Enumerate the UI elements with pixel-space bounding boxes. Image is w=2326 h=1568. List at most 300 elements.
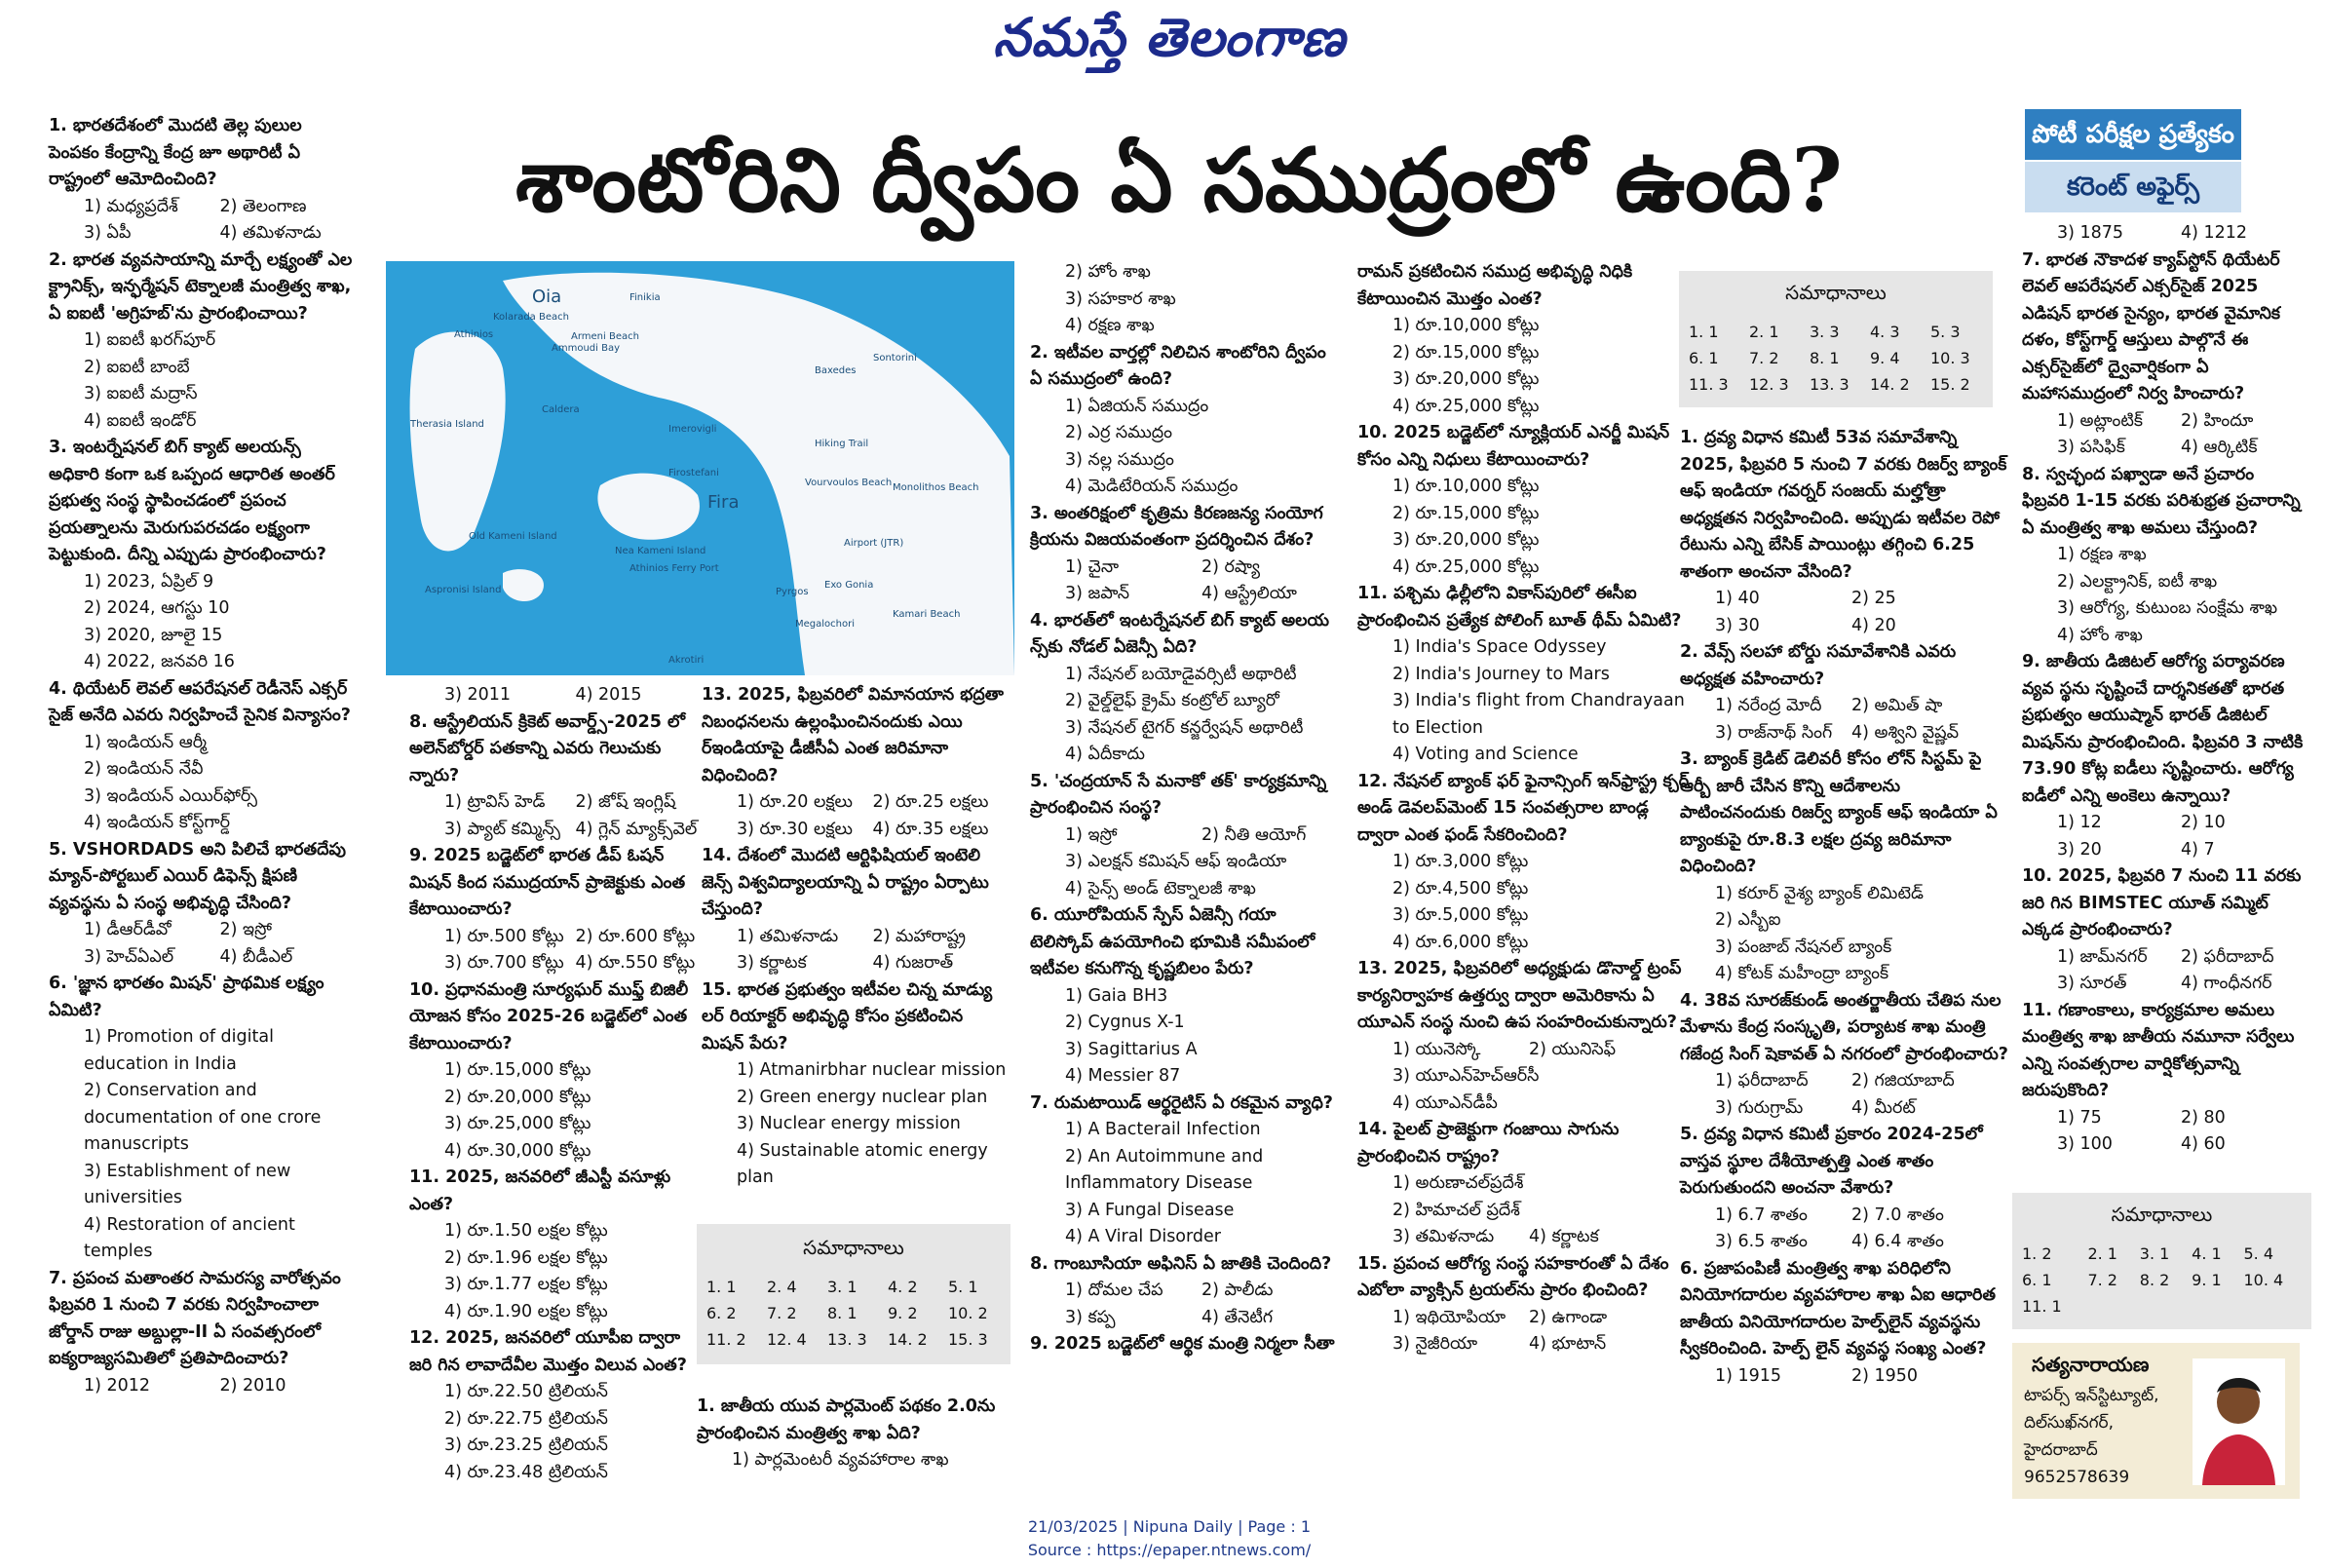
answers-table bbox=[1685, 319, 1987, 398]
option: 1) రూ.22.50 ట్రిలియన్ bbox=[444, 1382, 608, 1401]
option: 2) రూ.15,000 కోట్లు bbox=[1392, 503, 1540, 523]
answer-cell bbox=[2136, 1293, 2188, 1319]
option: 1) ఏజియన్ సముద్రం bbox=[1065, 396, 1209, 416]
map-label: Armeni Beach bbox=[571, 331, 639, 342]
question-text: 4. భారత్‌లో ఇంటర్నేషనల్ బిగ్ క్యాట్ అలయ న్స్‌కు నోడల్ ఏజెన్సీ ఏది? bbox=[1030, 610, 1330, 657]
option-row bbox=[702, 789, 1009, 817]
answer-cell: 8. 1 bbox=[827, 1304, 858, 1322]
option: 3) కప్ప bbox=[1065, 1307, 1116, 1327]
option: 1) Gaia BH3 bbox=[1065, 985, 1168, 1006]
option: 2) 2010 bbox=[219, 1375, 286, 1396]
option: 2) ఎర్ర సముద్రం bbox=[1065, 423, 1172, 442]
option: 1) మధ్యప్రదేశ్ bbox=[84, 196, 178, 216]
author-box bbox=[2012, 1343, 2300, 1499]
option-row bbox=[1357, 1037, 1692, 1064]
option: 1) 1915 bbox=[1715, 1365, 1782, 1386]
option: 2) 7.0 శాతం bbox=[1851, 1205, 1944, 1225]
option-row bbox=[2022, 1105, 2305, 1132]
answers-row bbox=[1685, 371, 1987, 398]
question-text: 7. ప్రపంచ మతాంతర సామరస్య వారోత్సవం ఫిబ్రవరి 1 నుంచి 7 వరకు నిర్వహించాలా జోర్డాన్ రాజు అబ్దుల్లా-II ఏ సంవత్సరంలో ఐక్యరాజ్యసమితిలో ప్రతిపాదించారు? bbox=[49, 1268, 341, 1368]
question-text: 1. ద్రవ్య విధాన కమిటీ 53వ సమావేశాన్ని 2025, ఫిబ్రవరి 5 నుంచి 7 వరకు రిజర్వ్ బ్యాంక్ ఆఫ్ ఇండియా గవర్నర్ సంజయ్ మల్హోత్రా అధ్యక్షతన నిర్వహించింది. అప్పుడు ఇటీవల రెపో రేటును ఎన్ని బేసిక్ పాయింట్లు తగ్గించి 6.25 శాతంగా అంచనా వేసింది? bbox=[1680, 428, 2007, 582]
answer-cell bbox=[2083, 1293, 2135, 1319]
answer-cell: 5. 1 bbox=[948, 1278, 978, 1296]
section-label-bottom: కరెంట్ అఫైర్స్ bbox=[2025, 162, 2241, 212]
option: 4) యూఎన్‌డీపీ bbox=[1392, 1092, 1498, 1113]
option-row bbox=[409, 682, 706, 709]
option: 2) రూ.15,000 కోట్లు bbox=[1392, 342, 1540, 363]
option: 2) హిందూ bbox=[2181, 410, 2254, 431]
answer-cell: 8. 2 bbox=[2139, 1271, 2170, 1289]
answers-row bbox=[703, 1300, 1005, 1326]
answer-cell bbox=[2239, 1293, 2306, 1319]
option: 2) ఇండియన్ నేవీ bbox=[84, 759, 204, 779]
question-text: 8. ఆస్ట్రేలియన్ క్రికెట్ అవార్డ్స్-2025 లో అలెన్‌బోర్డర్ పతకాన్ని ఎవరు గెలుచుకు న్నారు? bbox=[409, 711, 686, 785]
answer-cell: 1. 1 bbox=[1689, 323, 1719, 341]
answer-cell: 12. 3 bbox=[1749, 375, 1789, 394]
option: 2) An Autoimmune and Inflammatory Disease bbox=[1065, 1146, 1264, 1193]
section-label-top: పోటీ పరీక్షల ప్రత్యేకం bbox=[2025, 109, 2241, 160]
option: 1) 6.7 శాతం bbox=[1715, 1205, 1808, 1225]
answer-cell: 11. 3 bbox=[1689, 375, 1729, 394]
map-label: Exo Gonia bbox=[824, 580, 874, 591]
option: 3) India's flight from Chandrayaan to Election bbox=[1392, 691, 1685, 738]
map-label: Baxedes bbox=[815, 365, 857, 376]
option: 3) 20 bbox=[2057, 839, 2102, 860]
option: 3) రూ.20,000 కోట్లు bbox=[1392, 369, 1540, 389]
option: 1) రూ.1.50 లక్షల కోట్లు bbox=[444, 1221, 608, 1241]
option: 3) Sagittarius A bbox=[1065, 1039, 1198, 1059]
option: 3) పంజాబ్ నేషనల్ బ్యాంక్ bbox=[1715, 937, 1892, 957]
option: 2) తెలంగాణ bbox=[219, 196, 307, 216]
question-text: 3. బ్యాంక్ క్రెడిట్ డెలివరీ కోసం లోన్ సిస్టమ్ పై ఆర్బీ జారీ చేసిన కొన్ని ఆదేశాలను పాటించనందుకు రిజర్వ్ బ్యాంక్ ఆఫ్ ఇండియా ఏ బ్యాంకుపై రూ.8.3 లక్షల ద్రవ్య జరిమానా విధించింది? bbox=[1680, 749, 1998, 876]
answer-cell bbox=[2188, 1293, 2239, 1319]
answer-cell: 9. 4 bbox=[1870, 349, 1900, 367]
option-row bbox=[2022, 435, 2305, 462]
option: 1) 2012 bbox=[84, 1375, 151, 1396]
question-text: 9. 2025 బడ్జెట్‌లో ఆర్థిక మంత్రి నిర్మలా సీతా bbox=[1030, 1334, 1335, 1354]
question-text: 8. స్వచ్ఛంద పఖ్వాడా అనే ప్రచారం ఫిబ్రవరి 1-15 వరకు పరిశుభ్రత ప్రచారాన్ని ఏ మంత్రిత్వ శాఖ అమలు చేస్తుంది? bbox=[2022, 464, 2301, 538]
option: 1) పార్లమెంటరీ వ్యవహారాల శాఖ bbox=[732, 1450, 949, 1470]
option-row bbox=[1680, 1229, 2011, 1256]
option-row bbox=[1357, 1224, 1692, 1251]
option: 1) రూ.10,000 కోట్లు bbox=[1392, 477, 1540, 496]
question-text: 15. భారత ప్రభుత్వం ఇటీవల చిన్న మాడ్యు లర్ రియాక్టర్ అభివృద్ధి కోసం ప్రకటించిన మిషన్ పేరు? bbox=[702, 979, 993, 1053]
question-text: 2. వేవ్స్ సలహా బోర్డు సమావేశానికి ఎవరు అధ్యక్షత వహించారు? bbox=[1680, 642, 1957, 689]
option: 4) 2015 bbox=[575, 685, 642, 705]
answer-cell: 5. 4 bbox=[2243, 1244, 2274, 1263]
option: 4) భూటాన్ bbox=[1529, 1334, 1607, 1354]
option: 2) 10 bbox=[2181, 813, 2226, 832]
column-3 bbox=[702, 682, 1009, 1192]
option: 2) రూ.600 కోట్లు bbox=[575, 926, 696, 946]
answer-cell: 9. 2 bbox=[888, 1304, 918, 1322]
option: 1) ఫరీదాబాద్ bbox=[1715, 1071, 1809, 1090]
option: 3) 2020, జూలై 15 bbox=[84, 625, 223, 645]
question-text: 7. భారత నౌకాదళ క్యాప్‌స్టోన్ థియేటర్ లెవల్ ఆపరేషనల్ ఎక్సర్‌సైజ్ 2025 ఎడిషన్ భారత సైన్యం, భారత వైమానిక దళం, కోస్ట్‌గార్డ్ ఆస్తులు పాల్గొనే ఈ ఎక్సర్‌సైజ్‌లో ద్వైవార్షికంగా ఏ మహాసముద్రంలో నిర్వ హించారు? bbox=[2022, 249, 2281, 403]
option: 4) రూ.23.48 ట్రిలియన్ bbox=[444, 1462, 608, 1482]
map-label: Therasia Island bbox=[410, 419, 484, 430]
option-row bbox=[49, 917, 356, 944]
option: 1) రూ.15,000 కోట్లు bbox=[444, 1060, 591, 1080]
question-text: 2. ఇటీవల వార్తల్లో నిలిచిన శాంటోరిని ద్వీపం ఏ సముద్రంలో ఉంది? bbox=[1030, 342, 1326, 389]
answer-cell: 13. 3 bbox=[827, 1330, 867, 1349]
footer-source-line: Source : https://epaper.ntnews.com/ bbox=[1027, 1541, 1312, 1559]
option-row bbox=[2022, 971, 2305, 998]
option: 3) రూ.23.25 ట్రిలియన్ bbox=[444, 1435, 608, 1455]
option-row bbox=[1680, 613, 2011, 640]
question-text: 12. నేషనల్ బ్యాంక్ ఫర్ ఫైనాన్సింగ్ ఇన్‌ఫ్రాస్ట్ర క్చర్ అండ్ డెవలప్‌మెంట్ 15 సంవత్సరాల బాండ్ల ద్వారా ఎంత ఫండ్ సేకరించింది? bbox=[1357, 771, 1690, 845]
option: 2) యునిసెఫ్ bbox=[1529, 1039, 1617, 1059]
option: 3) జపాన్ bbox=[1065, 584, 1130, 603]
option-row bbox=[49, 944, 356, 972]
option: 1) జామ్‌నగర్ bbox=[2057, 946, 2148, 967]
option: 1) నరేంద్ర మోదీ bbox=[1715, 696, 1822, 715]
option-row bbox=[1030, 581, 1340, 608]
answers-heading: సమాధానాలు bbox=[2111, 1203, 2213, 1226]
option: 4) గుజరాత్ bbox=[872, 953, 954, 973]
option: 1) రూ.10,000 కోట్లు bbox=[1392, 316, 1540, 335]
option: 2) రష్యా bbox=[1201, 556, 1260, 577]
option: 3) 6.5 శాతం bbox=[1715, 1232, 1808, 1251]
footer-date-line: 21/03/2025 | Nipuna Daily | Page : 1 bbox=[1027, 1517, 1312, 1536]
option: 2) ఎస్బీఐ bbox=[1715, 910, 1781, 930]
option: 4) ఆస్ట్రేలియా bbox=[1201, 584, 1297, 603]
option: 1) ఇస్రో bbox=[1065, 824, 1118, 845]
answers-row bbox=[1685, 345, 1987, 371]
option-row bbox=[49, 220, 356, 248]
option: 2) 1950 bbox=[1851, 1365, 1919, 1386]
question-text: 10. ప్రధానమంత్రి సూర్యఘర్ ముఫ్త్ బిజిలీ యోజన కోసం 2025-26 బడ్జెట్‌లో ఎంత కేటాయించారు? bbox=[409, 979, 689, 1053]
option: 2) గజియాబాద్ bbox=[1851, 1071, 1955, 1090]
question-text: 4. థియేటర్ లెవల్ ఆపరేషనల్ రెడీనెస్ ఎక్సర్ సైజ్ అనేది ఎవరు నిర్వహించే సైనిక విన్యాసం? bbox=[49, 678, 351, 725]
option-row bbox=[1030, 1278, 1340, 1305]
option: 2) ఇస్రో bbox=[219, 920, 272, 939]
option-row bbox=[702, 950, 1009, 977]
footer bbox=[877, 1515, 1462, 1562]
option-row bbox=[409, 789, 706, 817]
answer-cell: 14. 2 bbox=[1870, 375, 1910, 394]
map-label: Megalochori bbox=[795, 619, 855, 630]
answer-cell: 13. 3 bbox=[1810, 375, 1849, 394]
author-city: హైదరాబాద్ bbox=[2024, 1440, 2098, 1460]
option: 4) కర్ణాటక bbox=[1529, 1227, 1599, 1246]
question-text: 3. ఇంటర్నేషనల్ బిగ్ క్యాట్ అలయన్స్ అధికారి కంగా ఒక ఒప్పంద ఆధారిత అంతర్ ప్రభుత్వ సంస్థ స్థాపించడంలో ప్రపంచ ప్రయత్నాలను మెరుగుపరచడం లక్ష్యంగా పెట్టుకుంది. దీన్ని ఎప్పుడు ప్రారంభించారు? bbox=[49, 438, 335, 564]
question-text: 11. గణాంకాలు, కార్యక్రమాల అమలు మంత్రిత్వ శాఖ జాతీయ నమూనా సర్వేలు ఎన్ని సంవత్సరాల వార్షికోత్సవాన్ని జరుపుకొంది? bbox=[2022, 1000, 2295, 1100]
option: 3) రూ.25,000 కోట్లు bbox=[444, 1114, 591, 1133]
option: 1) A Bacterail Infection bbox=[1065, 1120, 1261, 1139]
option-row bbox=[1030, 822, 1340, 850]
option: 1) నేషనల్ బయోడైవర్సిటీ అథారిటీ bbox=[1065, 664, 1297, 684]
option: 3) కర్ణాటక bbox=[737, 953, 807, 973]
option: 2) రూ.4,500 కోట్లు bbox=[1392, 878, 1529, 899]
option: 2) హోం శాఖ bbox=[1065, 262, 1151, 282]
question-text: 1. జాతీయ యువ పార్లమెంట్ పథకం 2.0ను ప్రారంభించిన మంత్రిత్వ శాఖ ఏది? bbox=[697, 1396, 996, 1443]
map-label: Pyrgos bbox=[776, 587, 809, 597]
option: 4) బీడీఎల్ bbox=[219, 946, 293, 967]
option-row bbox=[1357, 1331, 1692, 1358]
option: 2) ఉగాండా bbox=[1529, 1307, 1608, 1327]
masthead: నమస్తే తెలంగాణ bbox=[993, 6, 1346, 68]
answer-cell: 5. 3 bbox=[1930, 323, 1961, 341]
map-label: Oia bbox=[532, 287, 562, 307]
option-row bbox=[1357, 1305, 1692, 1332]
option: 4) 2022, జనవరి 16 bbox=[84, 652, 235, 671]
option: 3) పసిఫిక్ bbox=[2057, 438, 2125, 457]
map-label: Ammoudi Bay bbox=[552, 343, 620, 354]
option: 1) రూ.500 కోట్లు bbox=[444, 926, 564, 946]
option: 2) పాలీడు bbox=[1201, 1281, 1274, 1300]
column-4 bbox=[1030, 259, 1340, 1358]
option: 3) తమిళనాడు bbox=[1392, 1227, 1495, 1246]
question-text: రామన్ ప్రకటించిన సముద్ర అభివృద్ధి నిధికి కేటాయించిన మొత్తం ఎంత? bbox=[1357, 262, 1633, 309]
map-label: Vourvoulos Beach bbox=[805, 478, 893, 488]
option: 2) రూ.20,000 కోట్లు bbox=[444, 1087, 591, 1107]
answer-cell: 10. 3 bbox=[1930, 349, 1970, 367]
option-row bbox=[1680, 1095, 2011, 1123]
column-3-top bbox=[702, 682, 1009, 1192]
option: 2) రూ.1.96 లక్షల కోట్లు bbox=[444, 1247, 608, 1268]
answer-cell: 8. 1 bbox=[1810, 349, 1840, 367]
map-label: Airport (JTR) bbox=[844, 538, 904, 549]
map-label: Fira bbox=[707, 492, 740, 513]
option: 3) రూ.5,000 కోట్లు bbox=[1392, 905, 1529, 925]
answers-box-a bbox=[697, 1224, 1010, 1364]
option: 3) ఇండియన్ ఎయిర్‌ఫోర్స్ bbox=[84, 785, 258, 806]
option: 1) ఐఐటీ ఖరగ్‌పూర్ bbox=[84, 330, 216, 350]
question-text: 15. ప్రపంచ ఆరోగ్య సంస్థ సహకారంతో ఏ దేశం ఎబోలా వ్యాక్సిన్ ట్రయల్‌ను ప్రారం భించింది? bbox=[1357, 1253, 1669, 1300]
option: 4) Sustainable atomic energy plan bbox=[737, 1140, 988, 1187]
option: 4) రూ.25,000 కోట్లు bbox=[1392, 396, 1540, 416]
option: 4) రూ.35 లక్షలు bbox=[872, 819, 989, 839]
option-row bbox=[2022, 220, 2305, 248]
option: 1) రూ.3,000 కోట్లు bbox=[1392, 852, 1529, 871]
answers-row bbox=[1685, 319, 1987, 345]
option: 3) Nuclear energy mission bbox=[737, 1114, 961, 1133]
answer-cell: 3. 1 bbox=[827, 1278, 858, 1296]
column-5 bbox=[1357, 259, 1692, 1358]
option: 3) ఐఐటీ మద్రాస్ bbox=[84, 384, 198, 403]
option: 3) 2011 bbox=[444, 685, 512, 705]
map-label: Nea Kameni Island bbox=[615, 546, 706, 556]
question-text: 8. గాంబూసియా అఫినిస్ ఏ జాతికి చెందింది? bbox=[1030, 1253, 1332, 1274]
option: 4) రూ.25,000 కోట్లు bbox=[1392, 556, 1540, 577]
option: 4) Voting and Science bbox=[1392, 745, 1579, 764]
option: 2) హిమాచల్ ప్రదేశ్ bbox=[1392, 1200, 1520, 1220]
map-label: Sontorini bbox=[873, 353, 917, 363]
option: 3) రూ.1.77 లక్షల కోట్లు bbox=[444, 1275, 608, 1294]
answers-row bbox=[2018, 1267, 2306, 1293]
answer-cell: 1. 1 bbox=[706, 1278, 737, 1296]
option: 4) హోం శాఖ bbox=[2057, 625, 2143, 645]
question-text: 10. 2025 బడ్జెట్‌లో న్యూక్లియర్ ఎనర్జీ మిషన్ కోసం ఎన్ని నిధులు కేటాయించారు? bbox=[1357, 423, 1670, 470]
option: 1) రక్షణ శాఖ bbox=[2057, 545, 2147, 564]
option: 3) నేషనల్ టైగర్ కన్జర్వేషన్ అథారిటీ bbox=[1065, 717, 1304, 738]
option: 2) అమిత్ షా bbox=[1851, 696, 1943, 715]
question-text: 14. పైలట్ ప్రాజెక్టుగా గంజాయి సాగును ప్రారంభించిన రాష్ట్రం? bbox=[1357, 1120, 1620, 1166]
option: 2) 80 bbox=[2181, 1107, 2226, 1128]
santorini-map bbox=[386, 261, 1014, 675]
author-phone: 9652578639 bbox=[2024, 1468, 2130, 1487]
option: 2) ఫరీదాబాద్ bbox=[2181, 946, 2274, 967]
option: 4) తేనెటీగ bbox=[1201, 1307, 1274, 1327]
option: 1) తమిళనాడు bbox=[737, 926, 839, 946]
option: 4) కోటక్ మహీంద్రా బ్యాంక్ bbox=[1715, 964, 1889, 983]
answer-cell: 9. 1 bbox=[2192, 1271, 2222, 1289]
option: 1) India's Space Odyssey bbox=[1392, 637, 1607, 657]
option-row bbox=[1030, 1305, 1340, 1332]
answers-row bbox=[2018, 1241, 2306, 1267]
option: 4) రూ.1.90 లక్షల కోట్లు bbox=[444, 1301, 608, 1321]
answer-cell: 7. 2 bbox=[1749, 349, 1779, 367]
option: 4) సైన్స్ అండ్ టెక్నాలజీ శాఖ bbox=[1065, 878, 1256, 899]
answers-box-c bbox=[2012, 1193, 2311, 1329]
option: 3) సూరత్ bbox=[2057, 974, 2127, 993]
answer-cell: 7. 2 bbox=[767, 1304, 797, 1322]
question-text: 9. 2025 బడ్జెట్‌లో భారత డీప్ ఓషన్ మిషన్ కింద సముద్రయాన్ ప్రాజెక్టుకు ఎంత కేటాయించారు? bbox=[409, 846, 686, 919]
option: 1) 75 bbox=[2057, 1107, 2102, 1128]
question-text: 10. 2025, ఫిబ్రవరి 7 నుంచి 11 వరకు జరి గిన BIMSTEC యూత్ సమ్మిట్ ఎక్కడ ప్రారంభించారు? bbox=[2022, 866, 2302, 939]
answers-box-b bbox=[1679, 271, 1993, 407]
option: 3) ఏపీ bbox=[84, 223, 132, 243]
question-text: 5. 'చంద్రయాన్ సే మనాకో తక్' కార్యక్రమాన్ని ప్రారంభించిన సంస్థ? bbox=[1030, 771, 1327, 818]
option: 2) 25 bbox=[1851, 589, 1896, 608]
option: 4) 6.4 శాతం bbox=[1851, 1232, 1944, 1251]
option: 4) 20 bbox=[1851, 615, 1896, 635]
question-text: 11. పశ్చిమ ఢిల్లీలోని వికాస్‌పురిలో ఈసీఐ ప్రారంభించిన ప్రత్యేక పోలింగ్ బూత్ థీమ్ ఏమిటి? bbox=[1357, 584, 1682, 631]
option-row bbox=[702, 924, 1009, 951]
option: 3) Establishment of new universities bbox=[84, 1161, 291, 1207]
map-label: Old Kameni Island bbox=[469, 531, 557, 542]
question-text: 7. రుమటాయిడ్ ఆర్థరైటిస్ ఏ రకమైన వ్యాధి? bbox=[1030, 1092, 1333, 1113]
map-label: Aspronisi Island bbox=[425, 585, 502, 595]
option-row bbox=[409, 817, 706, 844]
option: 1) యునెస్కో bbox=[1392, 1039, 1481, 1059]
option-row bbox=[1680, 720, 2011, 747]
option: 2) జోష్ ఇంగ్లిష్ bbox=[575, 792, 676, 812]
option: 2) ఎలక్ట్రానిక్, ఐటీ శాఖ bbox=[2057, 571, 2218, 592]
map-label: Kamari Beach bbox=[893, 609, 961, 620]
answer-cell: 3. 3 bbox=[1810, 323, 1840, 341]
option: 2) రూ.25 లక్షలు bbox=[872, 792, 989, 812]
answer-cell: 3. 1 bbox=[2139, 1244, 2170, 1263]
option-row bbox=[409, 924, 706, 951]
author-photo bbox=[2193, 1358, 2285, 1485]
map-label: Caldera bbox=[542, 404, 580, 415]
option: 4) గ్లెన్ మ్యాక్స్‌వెల్ bbox=[575, 819, 698, 839]
option: 1) ఇండియన్ ఆర్మీ bbox=[84, 732, 207, 752]
option: 4) గాంధీనగర్ bbox=[2181, 974, 2272, 993]
answer-cell: 12. 4 bbox=[767, 1330, 807, 1349]
answers-row bbox=[703, 1326, 1005, 1353]
answer-cell: 4. 3 bbox=[1870, 323, 1900, 341]
column-2 bbox=[409, 682, 706, 1486]
answer-cell: 15. 2 bbox=[1930, 375, 1970, 394]
option: 4) అశ్విని వైష్ణవ్ bbox=[1851, 722, 1960, 743]
option-row bbox=[49, 194, 356, 221]
map-label: Finikia bbox=[629, 292, 661, 303]
question-text: 13. 2025, ఫిబ్రవరిలో అధ్యక్షుడు డొనాల్డ్ ట్రంప్ కార్యనిర్వాహక ఉత్తర్వు ద్వారా అమెరికాను ఏ యూఎన్ సంస్థ నుంచి ఉప సంహరించుకున్నారు? bbox=[1357, 959, 1682, 1032]
map-label: Hiking Trail bbox=[815, 439, 869, 449]
answer-cell: 7. 2 bbox=[2087, 1271, 2117, 1289]
author-name: సత్యనారాయణ bbox=[2032, 1353, 2150, 1376]
answer-cell: 10. 4 bbox=[2243, 1271, 2284, 1289]
option: 2) నీతి ఆయోగ్ bbox=[1201, 824, 1307, 845]
option: 4) మెడిటేరియన్ సముద్రం bbox=[1065, 477, 1239, 496]
column-1 bbox=[49, 113, 356, 1399]
column-3-bottom bbox=[697, 1394, 1004, 1474]
option-row bbox=[2022, 837, 2305, 864]
option-row bbox=[1680, 1068, 2011, 1095]
option: 4) Restoration of ancient temples bbox=[84, 1214, 295, 1261]
option: 4) A Viral Disorder bbox=[1065, 1227, 1221, 1246]
option: 3) 1875 bbox=[2057, 223, 2124, 243]
answers-heading: సమాధానాలు bbox=[1785, 281, 1887, 304]
option: 3) ఆరోగ్య, కుటుంబ సంక్షేమ శాఖ bbox=[2057, 598, 2278, 618]
option: 4) రక్షణ శాఖ bbox=[1065, 316, 1155, 335]
answer-cell: 11. 1 bbox=[2022, 1297, 2062, 1316]
question-text: 5. VSHORDADS అని పిలిచే భారతదేపు మ్యాన్-పోర్టబుల్ ఎయిర్ డిఫెన్స్ క్షిపణి వ్యవస్థను ఏ సంస్థ అభివృద్ధి చేసింది? bbox=[49, 839, 346, 913]
option: 2) Green energy nuclear plan bbox=[737, 1087, 988, 1107]
option-row bbox=[702, 817, 1009, 844]
question-text: 6. యూరోపియన్ స్పేస్ ఏజెన్సీ గయా టెలిస్కోప్ ఉపయోగించి భూమికి సమీపంలో ఇటీవల కనుగొన్న కృష్ణబిలం పేరు? bbox=[1030, 905, 1316, 978]
option-row bbox=[1680, 1203, 2011, 1230]
option: 4) ఆర్కిటిక్ bbox=[2181, 438, 2258, 457]
map-label: Imerovigli bbox=[668, 424, 717, 435]
answers-table bbox=[2018, 1241, 2306, 1319]
question-text: 9. జాతీయ డిజిటల్ ఆరోగ్య పర్యావరణ వ్యవ స్థను సృష్టించే దార్శనికతతో భారత ప్రభుత్వం ఆయుష్మాన్ భారత్ డిజిటల్ మిషన్‌ను ప్రారంభించింది. ఫిబ్రవరి 3 నాటికి 73.90 కోట్ల ఐడీలు సృష్టించారు. ఆరోగ్య ఐడీలో ఎన్ని అంకెలు ఉన్నాయి? bbox=[2022, 652, 2304, 806]
option: 1) డీఆర్‌డీవో bbox=[84, 920, 172, 939]
question-text: 13. 2025, ఫిబ్రవరిలో విమానయాన భద్రతా నిబంధనలను ఉల్లంఘించినందుకు ఎయి ర్‌ఇండియాపై డీజీసీఏ ఎంత జరిమానా విధించింది? bbox=[702, 685, 1004, 785]
option: 4) రూ.550 కోట్లు bbox=[575, 953, 696, 973]
map-label: Kolarada Beach bbox=[493, 312, 569, 323]
option: 3) రూ.30 లక్షలు bbox=[737, 819, 853, 839]
answer-cell: 6. 1 bbox=[1689, 349, 1719, 367]
option: 3) యూఎన్‌హెచ్ఆర్‌సీ bbox=[1392, 1066, 1540, 1086]
option: 1) ఇథియోపియా bbox=[1392, 1307, 1506, 1327]
option-row bbox=[2022, 1131, 2305, 1159]
answer-cell: 4. 1 bbox=[2192, 1244, 2222, 1263]
answer-cell: 15. 3 bbox=[948, 1330, 988, 1349]
map-label: Monolithos Beach bbox=[893, 482, 979, 493]
author-area: దిల్‌సుఖ్‌నగర్, bbox=[2024, 1413, 2115, 1433]
option: 3) రాజ్‌నాథ్ సింగ్ bbox=[1715, 722, 1833, 743]
option: 4) మీరట్ bbox=[1851, 1097, 1916, 1118]
map-label: Athinios bbox=[454, 329, 494, 340]
option: 4) Messier 87 bbox=[1065, 1066, 1181, 1086]
option: 1) Atmanirbhar nuclear mission bbox=[737, 1060, 1007, 1080]
option: 3) ఎలక్షన్ కమిషన్ ఆఫ్ ఇండియా bbox=[1065, 852, 1287, 871]
option: 1) ట్రావిస్ హెడ్ bbox=[444, 792, 546, 812]
option: 4) ఐఐటీ ఇండోర్ bbox=[84, 410, 197, 431]
option-row bbox=[409, 950, 706, 977]
column-7 bbox=[2022, 220, 2305, 1159]
answer-cell: 14. 2 bbox=[888, 1330, 928, 1349]
answer-cell: 4. 2 bbox=[888, 1278, 918, 1296]
question-text: 3. అంతరిక్షంలో కృత్రిమ కిరణజన్య సంయోగ క్రియను విజయవంతంగా ప్రదర్శించిన దేశం? bbox=[1030, 503, 1323, 550]
answer-cell: 1. 2 bbox=[2022, 1244, 2052, 1263]
answers-table bbox=[703, 1274, 1005, 1353]
answer-cell: 11. 2 bbox=[706, 1330, 746, 1349]
question-text: 14. దేశంలో మొదటి ఆర్టిఫిషియల్ ఇంటెలి జెన్స్ విశ్వవిద్యాలయాన్ని ఏ రాష్ట్రం ఏర్పాటు చేస్తుంది? bbox=[702, 846, 989, 919]
headline: శాంటోరిని ద్వీపం ఏ సముద్రంలో ఉంది? bbox=[515, 129, 1844, 232]
option: 4) 1212 bbox=[2181, 223, 2248, 243]
option: 1) కరూర్ వైశ్య బ్యాంక్ లిమిటెడ్ bbox=[1715, 883, 1924, 903]
question-text: 1. భారతదేశంలో మొదటి తెల్ల పులుల పెంపకం కేంద్రాన్ని కేంద్ర జూ అథారిటీ ఏ రాష్ట్రంలో ఆమోదించింది? bbox=[49, 116, 302, 189]
option: 1) అట్లాంటిక్ bbox=[2057, 410, 2143, 431]
option: 1) 40 bbox=[1715, 589, 1760, 608]
option: 1) 12 bbox=[2057, 813, 2102, 832]
option: 3) హెచ్ఏఎల్ bbox=[84, 946, 174, 967]
